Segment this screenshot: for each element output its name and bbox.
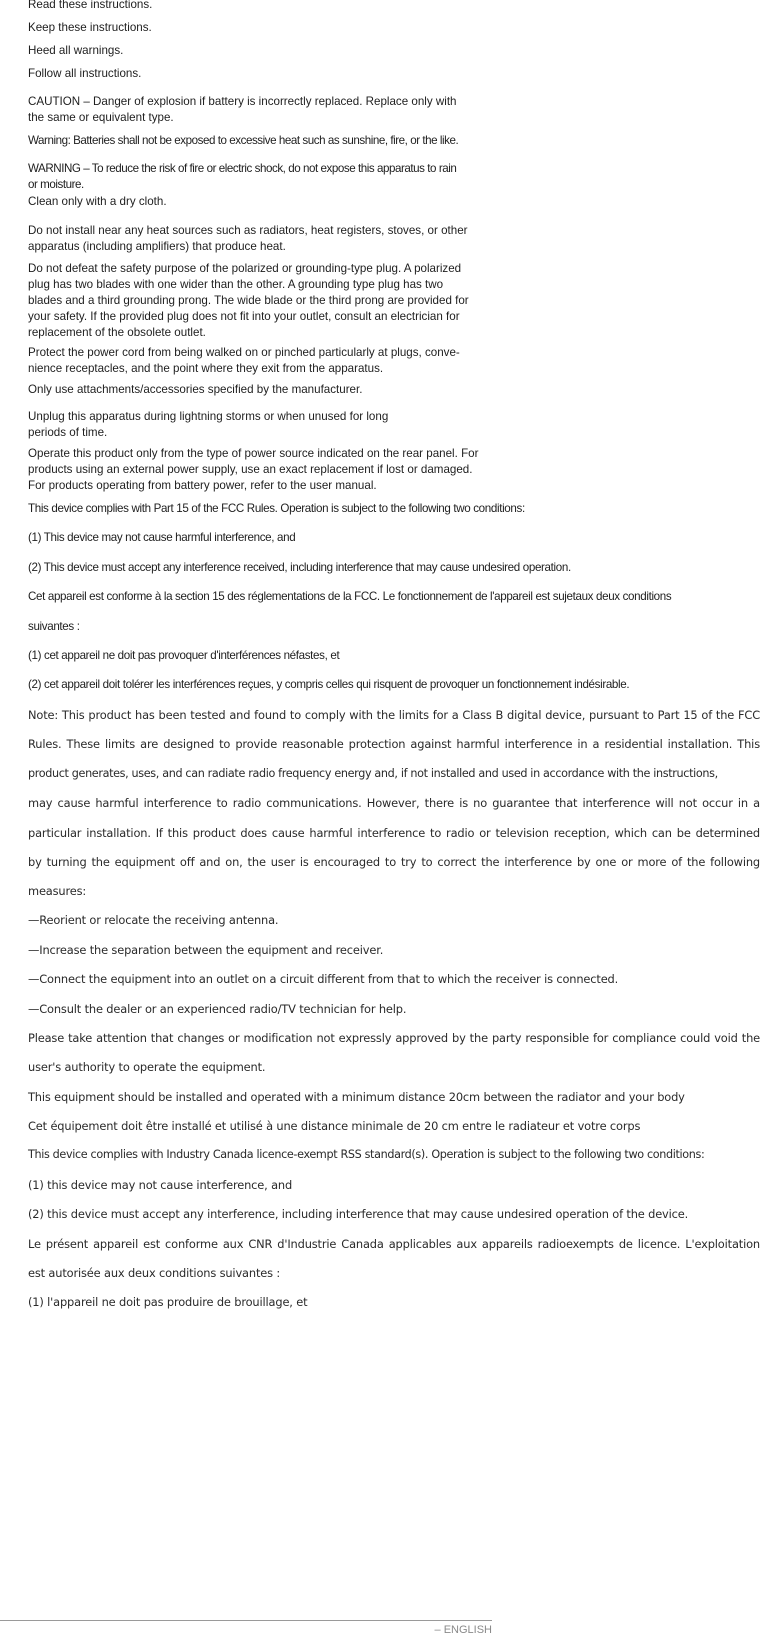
fcc-condition-1-fr: (1) cet appareil ne doit pas provoquer d'interférences néfastes, et xyxy=(28,649,340,662)
ic-statement-fr-cont: est autorisée aux deux conditions suivantes : xyxy=(28,1266,281,1280)
attention-line-2: user's authority to operate the equipment. xyxy=(28,1060,266,1074)
footer-divider xyxy=(0,1620,492,1621)
fcc-condition-2: (2) This device must accept any interference received, including interference that may cause undesired operation. xyxy=(28,561,571,574)
fcc-statement: This device complies with Part 15 of the FCC Rules. Operation is subject to the following two conditions: xyxy=(28,502,525,515)
note-line-2: Rules. These limits are designed to provide reasonable protection against harmful interference in a residential installation. This xyxy=(28,737,760,751)
note-line-4: may cause harmful interference to radio communications. However, there is no guarantee that interference will not occur in a xyxy=(28,796,760,810)
footer-language-label: – ENGLISH xyxy=(434,1624,492,1636)
ic-condition-1: (1) this device may not cause interference, and xyxy=(28,1178,293,1192)
safety-item-follow: Follow all instructions. xyxy=(28,67,142,80)
fcc-statement-fr-cont: suivantes : xyxy=(28,620,80,633)
note-line-1: Note: This product has been tested and found to comply with the limits for a Class B digital device, pursuant to Part 15 of the FCC xyxy=(28,708,760,722)
safety-item-clean: Clean only with a dry cloth. xyxy=(28,195,167,208)
measure-reorient: —Reorient or relocate the receiving antenna. xyxy=(28,913,279,927)
ic-statement-fr: Le présent appareil est conforme aux CNR d'Industrie Canada applicables aux appareils radioexempts de licence. L'exploitation xyxy=(28,1237,760,1251)
safety-item-read: Read these instructions. xyxy=(28,0,153,11)
measure-consult: —Consult the dealer or an experienced radio/TV technician for help. xyxy=(28,1002,407,1016)
fcc-statement-fr: Cet appareil est conforme à la section 15 des réglementations de la FCC. Le fonctionnement de l'appareil est sujetaux deux conditions xyxy=(28,590,672,603)
attention-line-1: Please take attention that changes or modification not expressly approved by the party responsible for compliance could void the xyxy=(28,1031,760,1045)
safety-item-caution: CAUTION – Danger of explosion if battery is incorrectly replaced. Replace only with the same or equivalent type. xyxy=(28,95,457,124)
safety-item-heed: Heed all warnings. xyxy=(28,44,124,57)
measure-outlet: —Connect the equipment into an outlet on a circuit different from that to which the receiver is connected. xyxy=(28,972,619,986)
measure-separation: —Increase the separation between the equipment and receiver. xyxy=(28,943,384,957)
safety-item-power-cord: Protect the power cord from being walked on or pinched particularly at plugs, conve- nience receptacles, and the point where they exit from the apparatus. xyxy=(28,346,460,375)
note-line-3: product generates, uses, and can radiate radio frequency energy and, if not installed and used in accordance with the instructions, xyxy=(28,767,718,780)
fcc-condition-2-fr: (2) cet appareil doit tolérer les interférences reçues, y compris celles qui risquent de provoquer un fonctionnement indésirable. xyxy=(28,678,630,691)
ic-condition-1-fr: (1) l'appareil ne doit pas produire de brouillage, et xyxy=(28,1295,308,1309)
ic-condition-2: (2) this device must accept any interference, including interference that may cause undesired operation of the device. xyxy=(28,1207,689,1221)
safety-item-heat-sources: Do not install near any heat sources such as radiators, heat registers, stoves, or other apparatus (including amplifiers) that produce heat. xyxy=(28,224,468,253)
note-line-7: measures: xyxy=(28,884,87,898)
rf-exposure-en: This equipment should be installed and operated with a minimum distance 20cm between the radiator and your body xyxy=(28,1090,685,1104)
note-line-5: particular installation. If this product does cause harmful interference to radio or television reception, which can be determined xyxy=(28,826,760,840)
fcc-condition-1: (1) This device may not cause harmful interference, and xyxy=(28,531,296,544)
safety-item-unplug: Unplug this apparatus during lightning storms or when unused for long periods of time. xyxy=(28,410,389,439)
rf-exposure-fr: Cet équipement doit être installé et utilisé à une distance minimale de 20 cm entre le radiateur et votre corps xyxy=(28,1119,641,1133)
safety-item-power-source: Operate this product only from the type of power source indicated on the rear panel. For products using an external power supply, use an exact replacement if lost or damaged. For products operating from battery power, refer to the user manual. xyxy=(28,447,479,492)
safety-item-warning-rain: WARNING – To reduce the risk of fire or electric shock, do not expose this apparatus to rain or moisture. xyxy=(28,162,457,191)
safety-item-keep: Keep these instructions. xyxy=(28,21,152,34)
safety-item-polarized-plug: Do not defeat the safety purpose of the polarized or grounding-type plug. A polarized plug has two blades with one wider than the other. A grounding type plug has two blades and a third grounding prong. The wide blade or the third prong are provided for your safety. If the provided plug does not fit into your outlet, consult an electrician for replacement of the obsolete outlet. xyxy=(28,262,469,339)
safety-item-attachments: Only use attachments/accessories specified by the manufacturer. xyxy=(28,383,363,396)
safety-item-battery-heat: Warning: Batteries shall not be exposed to excessive heat such as sunshine, fire, or the like. xyxy=(28,134,459,147)
ic-statement: This device complies with Industry Canada licence-exempt RSS standard(s). Operation is subject to the following two conditions: xyxy=(28,1148,705,1161)
note-line-6: by turning the equipment off and on, the user is encouraged to try to correct the interference by one or more of the following xyxy=(28,855,760,869)
